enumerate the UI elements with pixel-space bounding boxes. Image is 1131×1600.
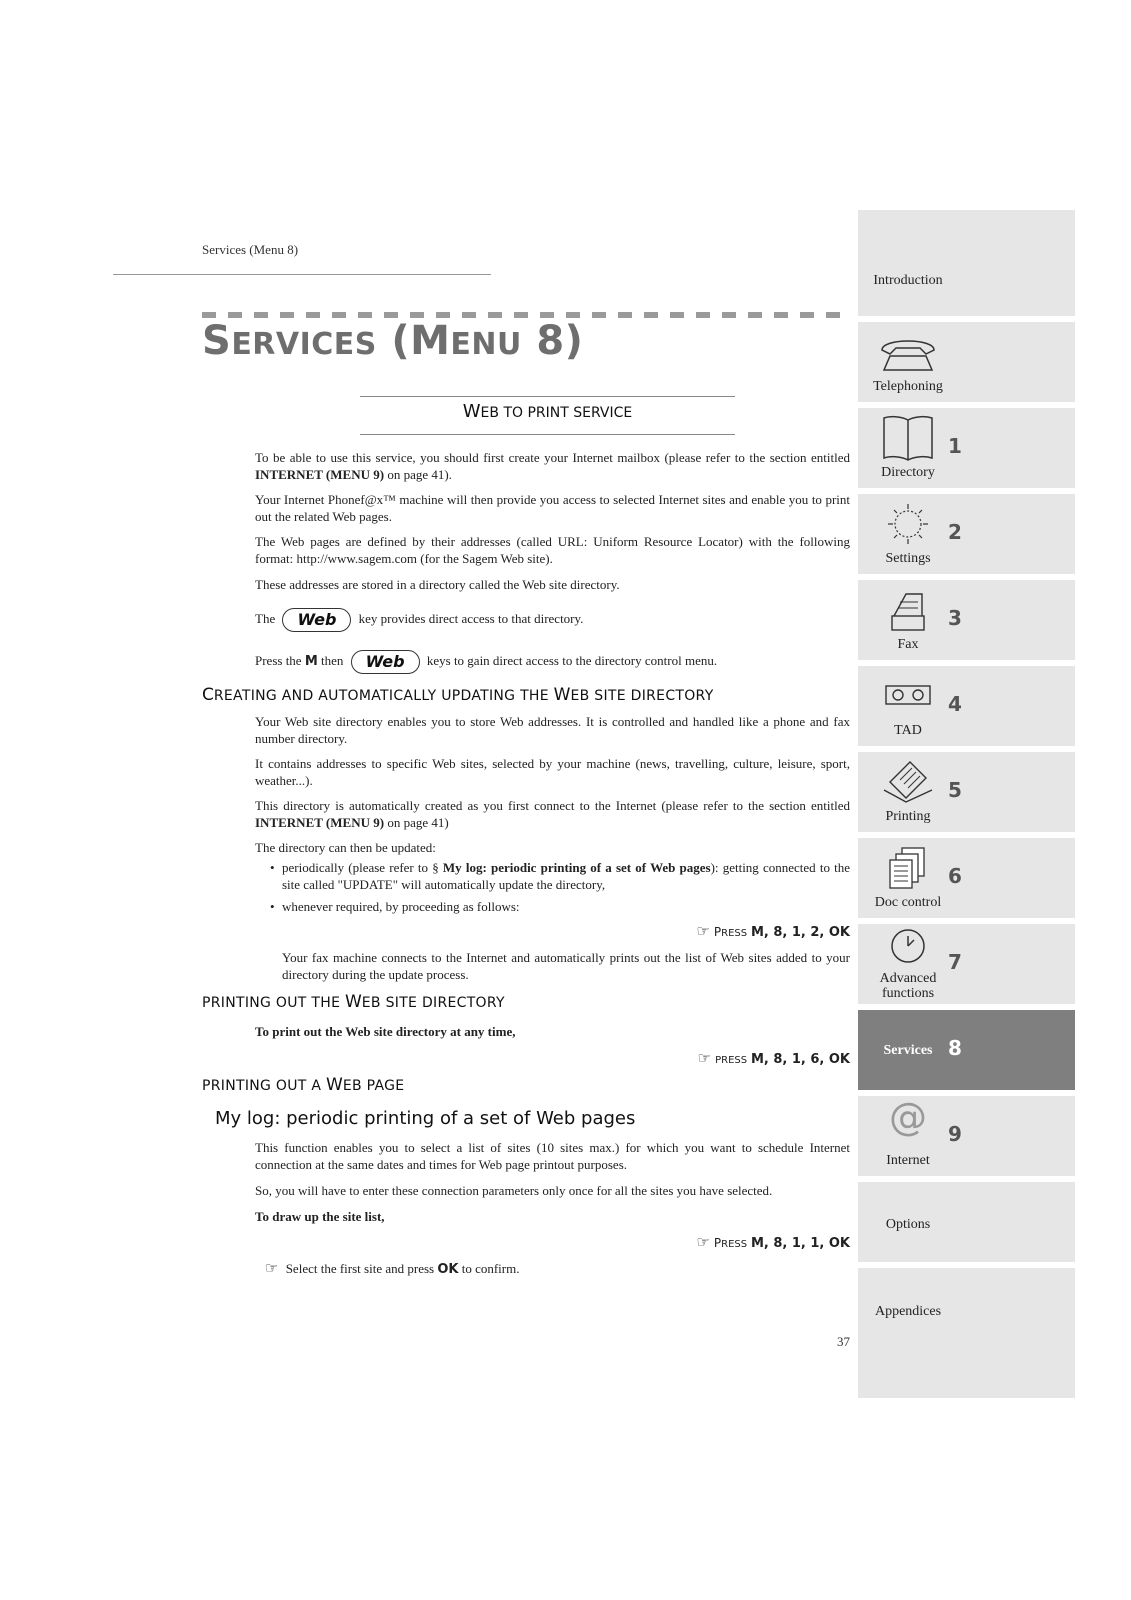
clock-icon <box>876 926 940 976</box>
chapter-sidebar <box>858 210 1075 1413</box>
subheading-creating: CREATING AND AUTOMATICALLY UPDATING THE WEB SITE DIRECTORY <box>202 685 714 705</box>
sidebar-tab-printing[interactable]: Printing 5 <box>858 752 1075 832</box>
pointing-hand-icon: ☞ <box>697 1049 712 1067</box>
header-rule <box>113 274 491 275</box>
press-instruction: ☞ PRESS M, 8, 1, 2, OK <box>696 922 850 940</box>
subheading-printing-page: PRINTING OUT A WEB PAGE <box>202 1075 405 1095</box>
creating-paragraph-4: The directory can then be updated: <box>255 840 436 855</box>
pointing-hand-icon: ☞ <box>696 922 710 940</box>
sidebar-tab-introduction[interactable]: Introduction <box>858 210 1075 316</box>
page-title: SERVICES (MENU 8) <box>202 318 584 364</box>
gear-icon <box>876 500 940 550</box>
print-directory-instruction: To print out the Web site directory at any time, <box>255 1024 516 1039</box>
step-instruction: ☞ Select the first site and press OK to confirm. <box>265 1259 520 1277</box>
sidebar-tab-telephoning[interactable]: Telephoning <box>858 322 1075 402</box>
web-key-icon: Web <box>282 608 351 632</box>
creating-paragraph-5: Your fax machine connects to the Internet and automatically prints out the list of Web sites added to your directory during the update process. <box>282 950 850 982</box>
fax-icon <box>876 586 940 636</box>
intro-paragraph-4: These addresses are stored in a directory called the Web site directory. <box>255 577 620 592</box>
my-log-paragraph-2: So, you will have to enter these connection parameters only once for all the sites you have selected. <box>255 1183 773 1198</box>
at-sign-icon: @ <box>889 1095 927 1139</box>
pointing-hand-icon: ☞ <box>265 1259 279 1277</box>
page-number: 37 <box>837 1334 850 1349</box>
answering-machine-icon <box>876 676 940 726</box>
sidebar-tab-doc-control[interactable]: Doc control 6 <box>858 838 1075 918</box>
press-instruction: ☞ PRESS M, 8, 1, 1, OK <box>696 1233 850 1251</box>
sidebar-tab-options[interactable]: Options <box>858 1182 1075 1262</box>
section-rule-top <box>360 396 735 397</box>
subheading-printing-directory: PRINTING OUT THE WEB SITE DIRECTORY <box>202 992 505 1012</box>
bullet-item: • periodically (please refer to § My log: periodic printing of a set of Web pages): getting connected to the site called "UPDATE" will automatically update the directory, <box>270 860 851 892</box>
creating-paragraph-1: Your Web site directory enables you to store Web addresses. It is controlled and handled like a phone and fax number directory. <box>255 714 850 746</box>
section-rule-bottom <box>360 434 735 435</box>
telephone-icon <box>876 328 940 378</box>
open-book-icon <box>876 412 940 462</box>
printer-icon <box>876 756 940 806</box>
document-stack-icon <box>876 844 940 894</box>
sidebar-tab-directory[interactable]: Directory 1 <box>858 408 1075 488</box>
section-title: WEB TO PRINT SERVICE <box>462 401 633 422</box>
sidebar-tab-fax[interactable]: Fax 3 <box>858 580 1075 660</box>
intro-paragraph-1: To be able to use this service, you should first create your Internet mailbox (please refer to the section entitled INTERNET (MENU 9) on page 41). <box>255 450 850 482</box>
sidebar-tab-appendices[interactable]: Appendices <box>858 1268 1075 1398</box>
menu-web-key-line: Press the M then Web keys to gain direct access to the directory control menu. <box>255 650 850 674</box>
bullet-item: • whenever required, by proceeding as follows: <box>270 899 520 914</box>
sidebar-tab-services[interactable]: Services 8 <box>858 1010 1075 1090</box>
press-instruction: ☞ PRESS M, 8, 1, 6, OK <box>697 1049 850 1067</box>
my-log-paragraph-1: This function enables you to select a list of sites (10 sites max.) for which you want to schedule Internet connection at the same dates and times for Web page printout purposes. <box>255 1140 850 1172</box>
running-header: Services (Menu 8) <box>202 242 299 257</box>
sidebar-tab-advanced-functions[interactable]: Advanced functions 7 <box>858 924 1075 1004</box>
sidebar-tab-internet[interactable]: @ Internet 9 <box>858 1096 1075 1176</box>
sidebar-tab-tad[interactable]: TAD 4 <box>858 666 1075 746</box>
draw-list-instruction: To draw up the site list, <box>255 1209 385 1224</box>
creating-paragraph-3: This directory is automatically created as you first connect to the Internet (please refer to the section entitled INTERNET (MENU 9) on page 41) <box>255 798 850 830</box>
subsection-title-my-log: My log: periodic printing of a set of Web pages <box>215 1108 636 1129</box>
web-key-icon: Web <box>351 650 420 674</box>
creating-paragraph-2: It contains addresses to specific Web sites, selected by your machine (news, travelling, culture, leisure, sport, weather...). <box>255 756 850 788</box>
web-key-line: The Web key provides direct access to that directory. <box>255 608 850 632</box>
sidebar-tab-settings[interactable]: Settings 2 <box>858 494 1075 574</box>
pointing-hand-icon: ☞ <box>696 1233 710 1251</box>
intro-paragraph-3: The Web pages are defined by their addresses (called URL: Uniform Resource Locator) with the following format: http://www.sagem.com (for the Sagem Web site). <box>255 534 850 566</box>
intro-paragraph-2: Your Internet Phonef@x™ machine will then provide you access to selected Internet sites and enable you to print out the related Web pages. <box>255 492 850 524</box>
